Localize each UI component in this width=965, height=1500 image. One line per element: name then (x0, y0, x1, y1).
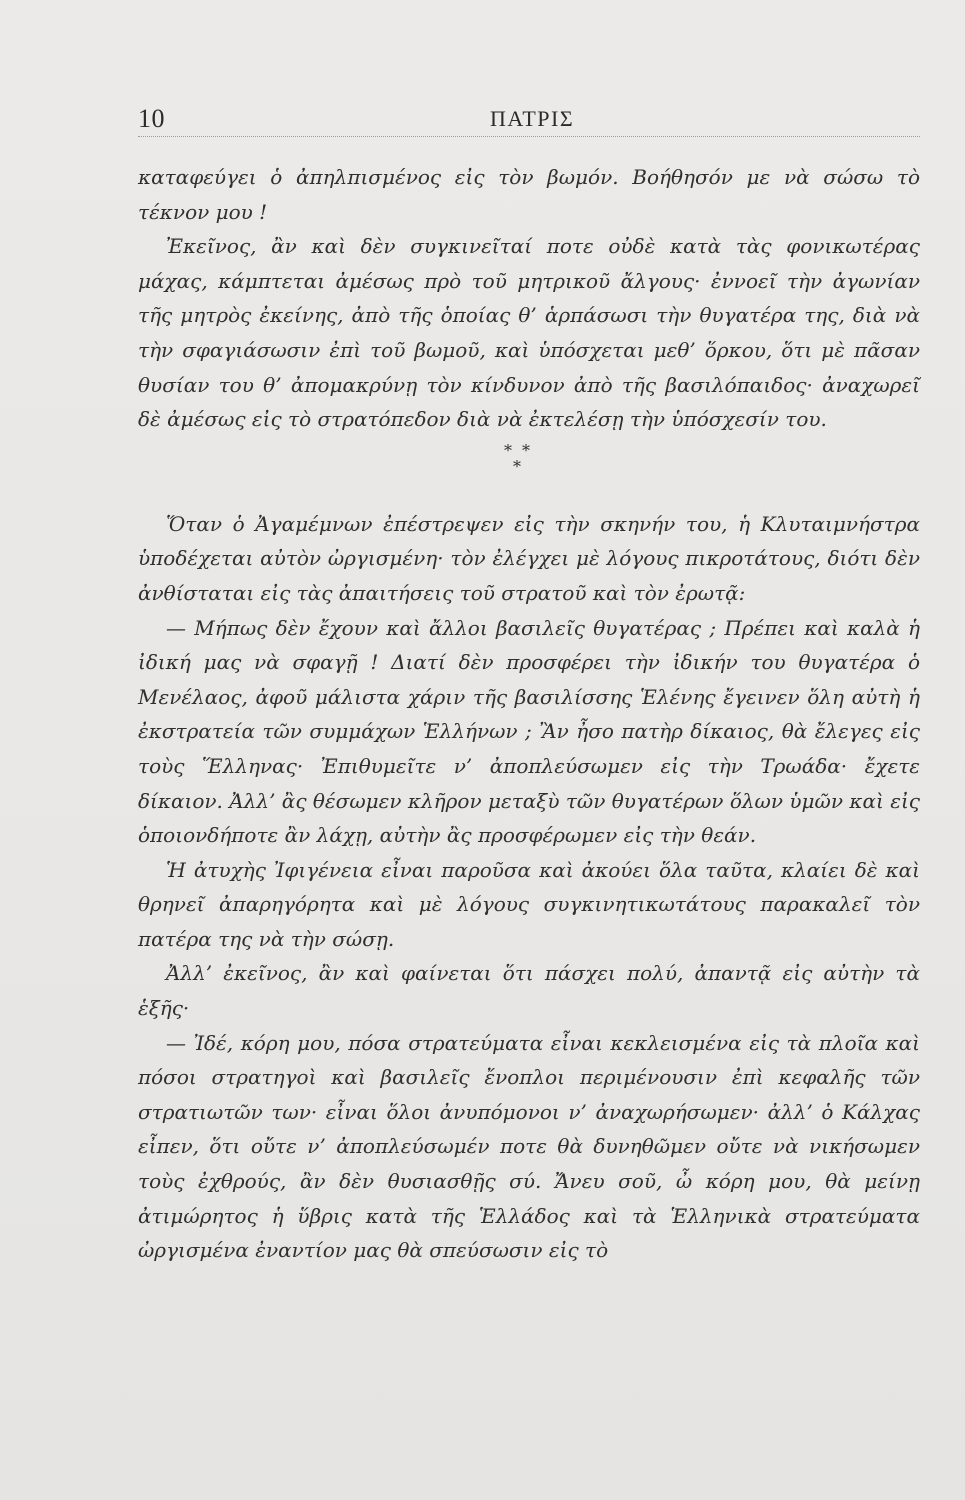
section-separator (138, 437, 920, 507)
paragraph-6: Ἀλλ’ ἐκεῖνος, ἂν καὶ φαίνεται ὅτι πάσχει πολύ, ἀπαντᾷ εἰς αὐτὴν τὰ ἑξῆς· (138, 961, 920, 1021)
paragraph-3: Ὅταν ὁ Ἀγαμέμνων ἐπέστρεψεν εἰς τὴν σκηνήν του, ἡ Κλυταιμνήστρα ὑποδέχεται αὐτὸν ὠργισμένη· τὸν ἐλέγχει μὲ λόγους πικροτάτους, διότι δὲν ἀνθίσταται εἰς τὰς ἀπαιτήσεις τοῦ στρατοῦ καὶ τὸν ἐρωτᾷ: (138, 511, 920, 605)
paragraph-4: — Μήπως δὲν ἔχουν καὶ ἄλλοι βασιλεῖς θυγατέρας ; Πρέπει καὶ καλὰ ἡ ἰδική μας νὰ σφαγῇ ! Διατί δὲν προσφέρει τὴν ἰδικήν του θυγατέρα ὁ Μενέλαος, ἀφοῦ μάλιστα χάριν τῆς βασιλίσσης Ἑλένης ἔγεινεν ὅλη αὐτὴ ἡ ἐκστρατεία τῶν συμμάχων Ἑλλήνων ; Ἂν ἦσο πατὴρ δίκαιος, θὰ ἔλεγες εἰς τοὺς Ἕλληνας· Ἐπιθυμεῖτε ν’ ἀποπλεύσωμεν εἰς τὴν Τρωάδα· ἔχετε δίκαιον. Ἀλλ’ ἂς θέσωμεν κλῆρον μεταξὺ τῶν θυγατέρων ὅλων ὑμῶν καὶ εἰς ὁποιονδήποτε ἂν λάχῃ, αὐτὴν ἂς προσφέρωμεν εἰς τὴν θεάν. (138, 615, 920, 848)
paragraph-5: Ἡ ἀτυχὴς Ἰφιγένεια εἶναι παροῦσα καὶ ἀκούει ὅλα ταῦτα, κλαίει δὲ καὶ θρηνεῖ ἀπαρηγόρητα καὶ μὲ λόγους συγκινητικωτάτους παρακαλεῖ τὸν πατέρα της νὰ τὴν σώσῃ. (138, 857, 920, 951)
body-text (138, 160, 920, 1268)
separator-star: * (522, 440, 530, 460)
running-title: ΠΑΤΡΙΣ (490, 106, 575, 131)
paragraph-7: — Ἰδέ, κόρη μου, πόσα στρατεύματα εἶναι κεκλεισμένα εἰς τὰ πλοῖα καὶ πόσοι στρατηγοὶ καὶ βασιλεῖς ἔνοπλοι περιμένουσιν ἐπὶ κεφαλῆς τῶν στρατιωτῶν των· εἶναι ὅλοι ἀνυπόμονοι ν’ ἀναχωρήσωμεν· ἀλλ’ ὁ Κάλχας εἶπεν, ὅτι οὔτε ν’ ἀποπλεύσωμέν ποτε θὰ δυνηθῶμεν οὔτε νὰ νικήσωμεν τοὺς ἐχθρούς, ἂν δὲν θυσιασθῇς σύ. Ἄνευ σοῦ, ὦ κόρη μου, θὰ μείνῃ ἀτιμώρητος ἡ ὕβρις κατὰ τῆς Ἑλλάδος καὶ τὰ Ἑλληνικὰ στρατεύματα ὠργισμένα ἐναντίον μας θὰ σπεύσωσιν εἰς τὸ (138, 1030, 920, 1263)
separator-star: * (513, 456, 521, 476)
paragraph-2: Ἐκεῖνος, ἂν καὶ δὲν συγκινεῖταί ποτε οὐδὲ κατὰ τὰς φονικωτέρας μάχας, κάμπτεται ἀμέσως πρὸ τοῦ μητρικοῦ ἄλγους· ἐννοεῖ τὴν ἀγωνίαν τῆς μητρὸς ἐκείνης, ἀπὸ τῆς ὁποίας θ’ ἁρπάσωσι τὴν θυγατέρα της, διὰ νὰ τὴν σφαγιάσωσιν ἐπὶ τοῦ βωμοῦ, καὶ ὑπόσχεται μεθ’ ὅρκου, ὅτι μὲ πᾶσαν θυσίαν του θ’ ἀπομακρύνῃ τὸν κίνδυνον ἀπὸ τῆς βασιλόπαιδος· ἀναχωρεῖ δὲ ἀμέσως εἰς τὸ στρατόπεδον διὰ νὰ ἐκτελέσῃ τὴν ὑπόσχεσίν του. (138, 234, 920, 432)
separator-star: * (504, 440, 512, 460)
page-header (138, 100, 920, 137)
page-number: 10 (138, 104, 165, 133)
paragraph-1: καταφεύγει ὁ ἀπηλπισμένος εἰς τὸν βωμόν. Βοήθησόν με νὰ σώσω τὸ τέκνον μου ! (138, 165, 920, 224)
